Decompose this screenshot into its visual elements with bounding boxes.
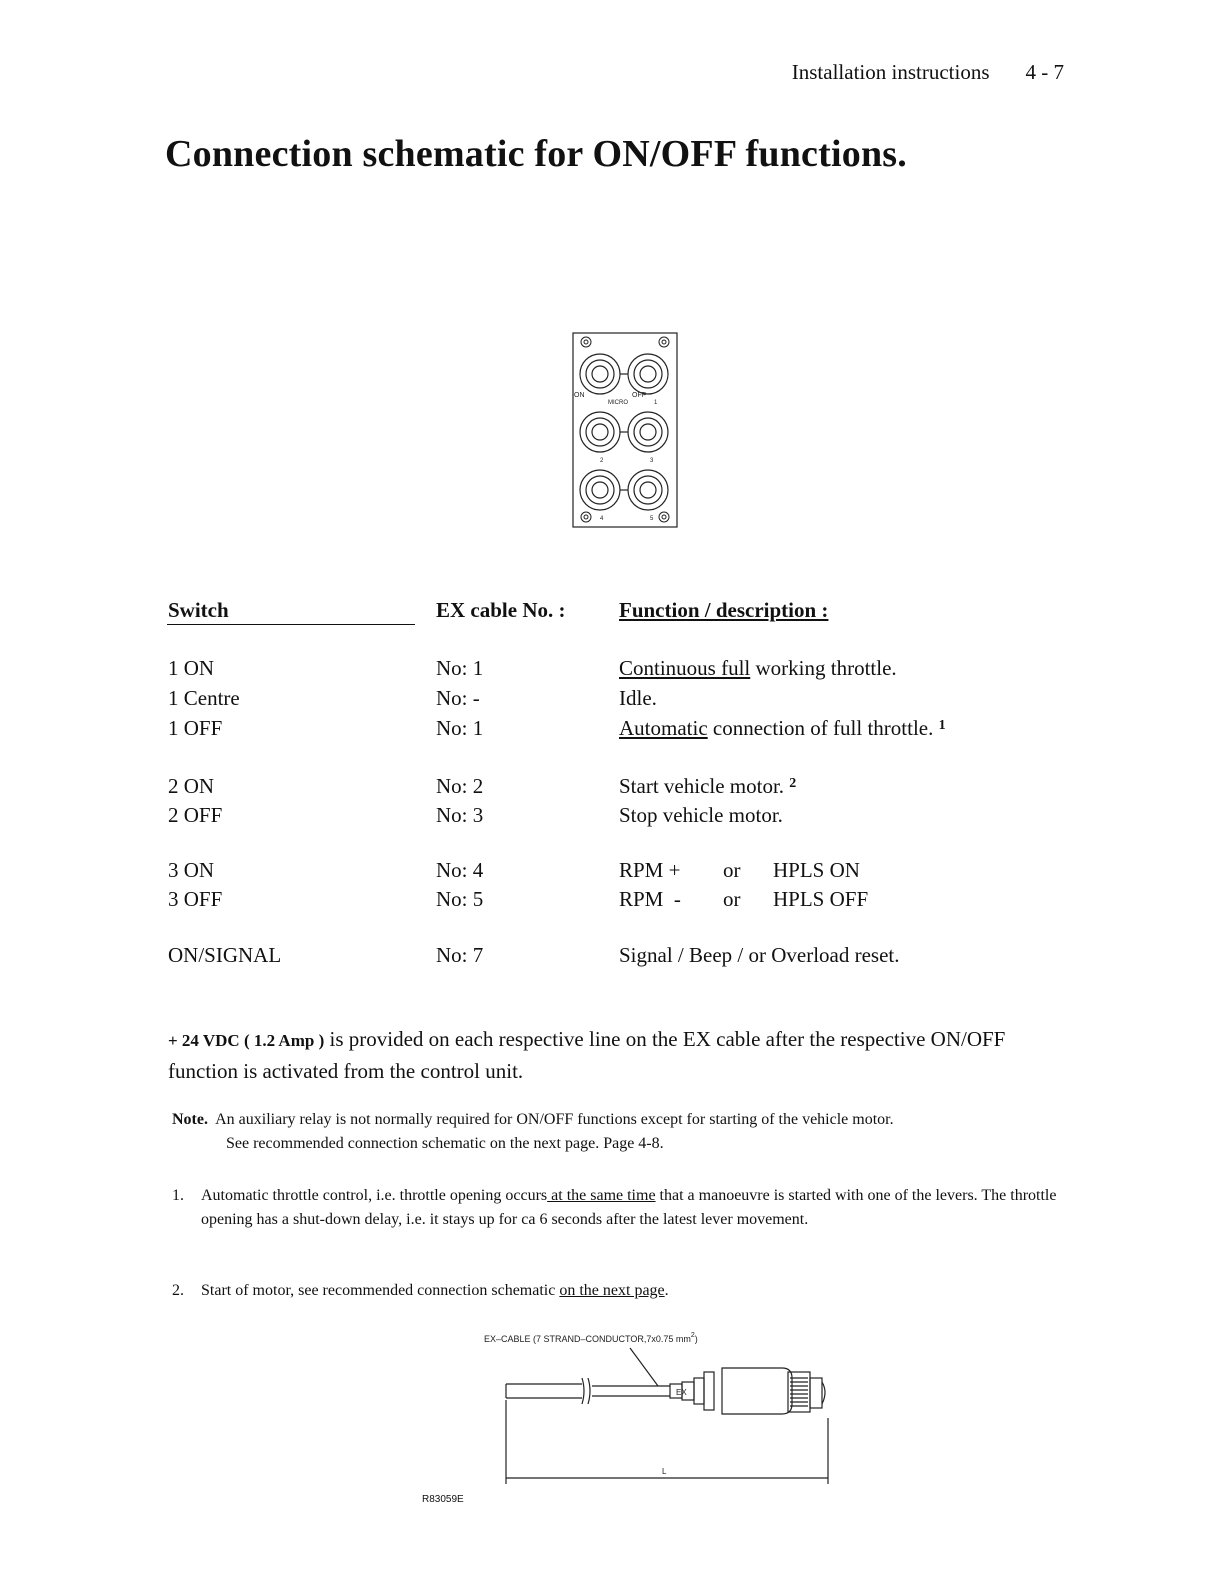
row-function [619, 686, 657, 711]
row-cable: No: - [436, 686, 480, 710]
panel-label-micro: MICRO [608, 400, 628, 406]
header-page-number: 4 - 7 [1025, 60, 1064, 84]
footnote [172, 1279, 1072, 1303]
row-cable: No: 1 [436, 716, 484, 740]
footnote-text-rest: that a manoeuvre is started with one of the levers. The throttle opening has a shut-down delay, i.e. it stays up for ca 6 seconds after the latest lever movement. [201, 1187, 1057, 1228]
table-header-switch: Switch [168, 598, 229, 622]
function-text: connection of full throttle. [707, 716, 939, 740]
cable-length-label: L [662, 1467, 667, 1476]
hpls-label: HPLS OFF [773, 887, 869, 911]
ex-cable-diagram [470, 1322, 850, 1492]
power-text: is provided on each respective line on the EX cable after the respective ON/OFF function is activated from the control unit. [168, 1027, 1006, 1083]
voltage-spec: + 24 VDC ( 1.2 Amp ) [168, 1031, 325, 1050]
panel-label-4: 4 [600, 516, 604, 522]
note-line-2: See recommended connection schematic on the next page. Page 4-8. [226, 1135, 664, 1152]
panel-label-off: OFF [632, 392, 646, 399]
control-panel-diagram [570, 330, 680, 530]
cable-label: EX–CABLE (7 STRAND–CONDUCTOR,7x0.75 $mm^2$) [484, 1332, 698, 1344]
page-title: Connection schematic for ON/OFF functions. [165, 133, 907, 175]
page-header [792, 60, 1064, 85]
row-switch: 1 ON [168, 656, 215, 680]
panel-label-on: ON [574, 392, 585, 399]
table-header-rule [167, 624, 415, 625]
function-text: working throttle. [750, 656, 897, 680]
header-section: Installation instructions [791, 60, 990, 84]
row-cable: No: 1 [436, 656, 484, 680]
panel-label-1: 1 [654, 400, 658, 406]
function-text: Stop vehicle motor. [619, 803, 783, 827]
note-label: Note. [172, 1111, 208, 1128]
footnote-number: 1. [172, 1187, 184, 1204]
panel-label-5: 5 [650, 516, 654, 522]
cable-ex-mark: EX [676, 1388, 687, 1397]
footnote-number: 2. [172, 1282, 184, 1299]
row-cable: No: 4 [436, 858, 484, 882]
row-function [619, 656, 897, 681]
function-underlined: Automatic [619, 716, 708, 740]
footnote-underlined: at the same time [547, 1187, 656, 1204]
rpm-label: RPM - [619, 887, 681, 911]
footnote-text-rest: . [664, 1282, 669, 1299]
footnote-marker: 2 [789, 776, 797, 791]
or-label: or [723, 887, 741, 911]
footnote [172, 1184, 1072, 1232]
function-underlined: Continuous full [619, 656, 751, 680]
row-function [619, 943, 900, 968]
row-cable: No: 2 [436, 774, 484, 798]
footnote-text: Start of motor, see recommended connection schematic [201, 1282, 560, 1299]
row-switch: 2 ON [168, 774, 215, 798]
rpm-label: RPM + [619, 858, 681, 882]
row-function [619, 803, 783, 828]
row-function [619, 858, 860, 883]
row-switch: 3 ON [168, 858, 215, 882]
table-header-cable: EX cable No. : [436, 598, 566, 622]
table-header-function: Function / description : [619, 598, 829, 622]
note-block [172, 1108, 1072, 1156]
footnote-text: Automatic throttle control, i.e. throttle opening occurs [201, 1187, 548, 1204]
panel-label-2: 2 [600, 458, 604, 464]
row-function [619, 887, 868, 912]
row-cable: No: 7 [436, 943, 484, 967]
footnote-underlined: on the next page [559, 1282, 665, 1299]
row-switch: 2 OFF [168, 803, 223, 827]
function-text: Signal / Beep / or Overload reset. [619, 943, 900, 967]
row-switch: 1 OFF [168, 716, 223, 740]
function-text: Idle. [619, 686, 657, 710]
row-cable: No: 5 [436, 887, 484, 911]
function-text: Start vehicle motor. [619, 774, 790, 798]
row-function [619, 716, 946, 741]
row-cable: No: 3 [436, 803, 484, 827]
note-line-1: An auxiliary relay is not normally required for ON/OFF functions except for starting of the vehicle motor. [215, 1111, 894, 1128]
drawing-code: R83059E [422, 1494, 464, 1505]
or-label: or [723, 858, 741, 882]
panel-label-3: 3 [650, 458, 654, 464]
hpls-label: HPLS ON [773, 858, 860, 882]
row-switch: 1 Centre [168, 686, 240, 710]
row-function [619, 774, 796, 799]
footnote-marker: 1 [938, 718, 946, 733]
row-switch: 3 OFF [168, 887, 223, 911]
row-switch: ON/SIGNAL [168, 943, 282, 967]
power-paragraph [168, 1024, 1048, 1086]
